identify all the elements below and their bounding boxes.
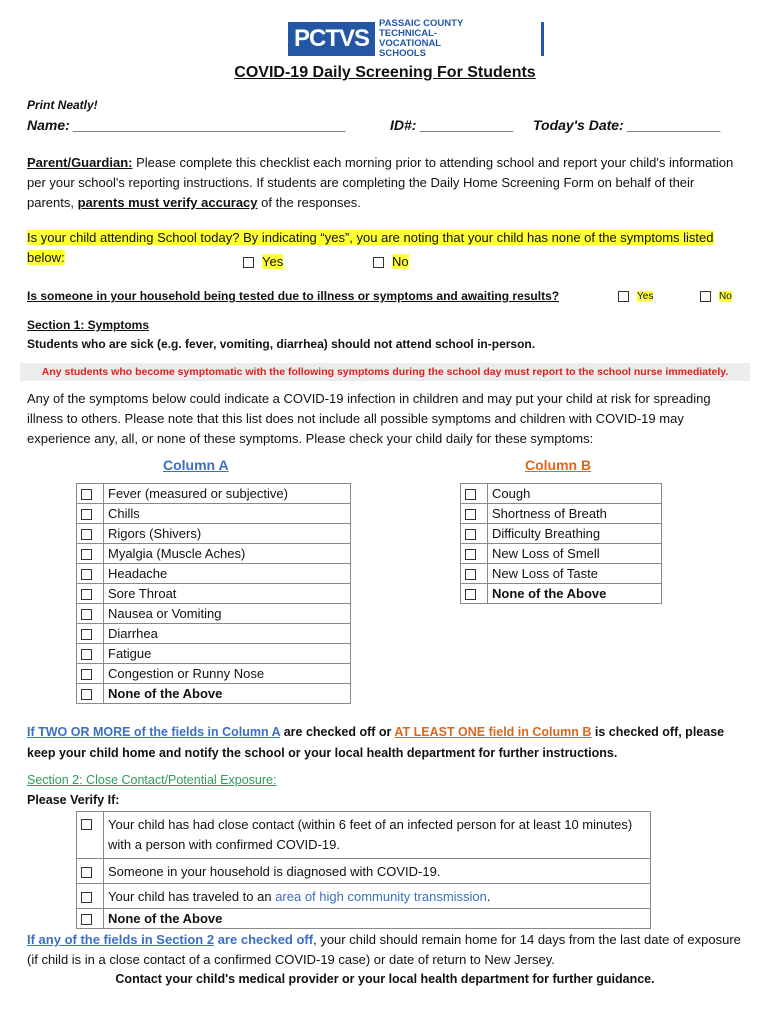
- column-a-symptom-label: Fatigue: [104, 644, 351, 664]
- column-b-row: [461, 484, 662, 504]
- column-a-symptom-label: Fever (measured or subjective): [104, 484, 351, 504]
- name-field[interactable]: Name: ___________________________________: [27, 117, 347, 133]
- logo-bar: [541, 22, 544, 56]
- column-b-row: [461, 564, 662, 584]
- print-neatly-note: Print Neatly!: [27, 98, 98, 112]
- column-a-row: [77, 524, 351, 544]
- column-a-table: [76, 483, 351, 704]
- section2-checkbox-cell[interactable]: [77, 884, 104, 909]
- column-a-row: [77, 664, 351, 684]
- please-verify-label: Please Verify If:: [27, 793, 120, 807]
- closing-instructions: [27, 930, 743, 970]
- rule-instruction: is checked off, please keep your child home and notify the school or your local health department for further instructions.: [27, 725, 725, 760]
- column-a-checkbox-cell[interactable]: [77, 624, 104, 644]
- high-transmission-link[interactable]: area of high community transmission: [275, 888, 487, 904]
- section1-title: Section 1: Symptoms: [27, 318, 150, 332]
- column-a-row: [77, 564, 351, 584]
- logo-mark: PCTVS: [288, 22, 375, 56]
- parent-guardian-text-end: of the responses.: [257, 195, 361, 210]
- page-title: COVID-19 Daily Screening For Students: [234, 64, 536, 81]
- column-b-checkbox-cell[interactable]: [461, 564, 488, 584]
- column-a-checkbox-cell[interactable]: [77, 524, 104, 544]
- attending-no-label: No: [392, 254, 409, 269]
- column-b-symptom-label: New Loss of Smell: [488, 544, 662, 564]
- column-b-checkbox-cell[interactable]: [461, 524, 488, 544]
- rule-connector: are checked off or: [280, 725, 395, 739]
- parent-guardian-note: [27, 153, 743, 213]
- column-b-row: [461, 504, 662, 524]
- column-a-row: [77, 684, 351, 704]
- section2-checkbox-cell[interactable]: [77, 859, 104, 884]
- column-a-checkbox-cell[interactable]: [77, 564, 104, 584]
- section2-row: [77, 812, 651, 859]
- logo-text: [379, 19, 499, 59]
- column-a-checkbox-cell[interactable]: [77, 484, 104, 504]
- column-a-title: Column A: [163, 457, 229, 473]
- section2-table: [76, 811, 651, 929]
- parent-guardian-text: Please complete this checklist each morning prior to attending school and report your child's information per your school's reporting instructions. If students are completing the Daily Home Screening Form on behalf of their parents,: [27, 155, 734, 210]
- column-b-title: Column B: [525, 457, 592, 473]
- column-a-checkbox[interactable]: [81, 689, 92, 700]
- travel-checkbox[interactable]: [81, 892, 92, 903]
- column-a-symptom-label: Nausea or Vomiting: [104, 604, 351, 624]
- column-a-checkbox[interactable]: [81, 629, 92, 640]
- column-a-row: [77, 504, 351, 524]
- column-b-checkbox[interactable]: [465, 489, 476, 500]
- column-a-symptom-label: Myalgia (Muscle Aches): [104, 544, 351, 564]
- final-guidance: Contact your child's medical provider or your local health department for further guidance.: [115, 972, 655, 986]
- column-a-checkbox-cell[interactable]: [77, 684, 104, 704]
- column-a-checkbox[interactable]: [81, 529, 92, 540]
- column-b-table: [460, 483, 662, 604]
- attending-no-checkbox[interactable]: [373, 257, 384, 268]
- column-a-checkbox[interactable]: [81, 609, 92, 620]
- household-no-label: No: [719, 291, 732, 303]
- column-a-symptom-label: Headache: [104, 564, 351, 584]
- column-b-symptom-label: Difficulty Breathing: [488, 524, 662, 544]
- column-a-checkbox-cell[interactable]: [77, 604, 104, 624]
- attending-yes-label: Yes: [262, 254, 284, 269]
- column-a-checkbox-cell[interactable]: [77, 664, 104, 684]
- column-b-checkbox[interactable]: [465, 549, 476, 560]
- section2-row: [77, 884, 651, 909]
- household-yes-option[interactable]: [618, 291, 653, 302]
- column-b-checkbox[interactable]: [465, 589, 476, 600]
- household-no-option[interactable]: [700, 291, 732, 302]
- column-b-checkbox[interactable]: [465, 509, 476, 520]
- column-a-row: [77, 484, 351, 504]
- id-field[interactable]: ID#: ____________: [390, 117, 514, 133]
- household-yes-checkbox[interactable]: [618, 291, 629, 302]
- section2-checkbox-cell[interactable]: [77, 909, 104, 929]
- travel-text: [104, 884, 651, 909]
- column-b-symptom-label: None of the Above: [488, 584, 662, 604]
- attending-yes-option[interactable]: [243, 252, 283, 272]
- closing-instruction-text: , your child should remain home for 14 days from the last date of exposure (if child is in a close contact of a confirmed COVID-19 case) or date of return to New Jersey.: [27, 932, 741, 967]
- logo-line-3: SCHOOLS: [379, 48, 426, 59]
- rule-column-a: If TWO OR MORE of the fields in Column A: [27, 725, 281, 739]
- column-a-checkbox-cell[interactable]: [77, 644, 104, 664]
- column-b-symptom-label: New Loss of Taste: [488, 564, 662, 584]
- column-b-checkbox-cell[interactable]: [461, 504, 488, 524]
- section2-none-checkbox[interactable]: [81, 914, 92, 925]
- school-logo: [288, 18, 544, 59]
- column-a-symptom-label: Diarrhea: [104, 624, 351, 644]
- column-a-checkbox[interactable]: [81, 509, 92, 520]
- close-contact-checkbox[interactable]: [81, 819, 92, 830]
- exclusion-rule: [27, 722, 743, 764]
- logo-line-2: TECHNICAL-VOCATIONAL: [379, 28, 442, 49]
- column-a-checkbox[interactable]: [81, 569, 92, 580]
- household-diagnosed-checkbox[interactable]: [81, 867, 92, 878]
- column-b-checkbox-cell[interactable]: [461, 484, 488, 504]
- column-b-row: [461, 584, 662, 604]
- household-yes-label: Yes: [637, 291, 654, 303]
- section2-title: Section 2: Close Contact/Potential Exposure:: [27, 773, 277, 787]
- attending-question-text: Is your child attending School today? By indicating “yes”, you are noting that your child has none of the symptoms listed below:: [27, 230, 714, 265]
- attending-yes-checkbox[interactable]: [243, 257, 254, 268]
- close-contact-text: Your child has had close contact (within 6 feet of an infected person for at least 10 minutes) with a person with confirmed COVID-19.: [104, 812, 651, 859]
- parent-guardian-lead: Parent/Guardian:: [27, 155, 133, 170]
- rule-column-b: AT LEAST ONE field in Column B: [394, 725, 592, 739]
- column-b-row: [461, 544, 662, 564]
- column-a-checkbox[interactable]: [81, 669, 92, 680]
- column-a-checkbox[interactable]: [81, 649, 92, 660]
- column-a-symptom-label: None of the Above: [104, 684, 351, 704]
- symptomatic-warning: Any students who become symptomatic with the following symptoms during the school day must report to the school nurse immediately.: [20, 363, 750, 381]
- column-a-row: [77, 644, 351, 664]
- travel-text-end: .: [486, 888, 491, 904]
- column-b-checkbox-cell[interactable]: [461, 544, 488, 564]
- household-question: Is someone in your household being tested due to illness or symptoms and awaiting results?: [27, 289, 560, 303]
- symptoms-intro: Any of the symptoms below could indicate a COVID-19 infection in children and may put your child at risk for spreading illness to others. Please note that this list does not include all possible symptoms and children with COVID-19 may experience any, all, or none of these symptoms. Please check your child daily for these symptoms:: [27, 391, 711, 446]
- column-a-row: [77, 584, 351, 604]
- attending-no-option[interactable]: [373, 252, 409, 272]
- column-a-symptom-label: Rigors (Shivers): [104, 524, 351, 544]
- column-b-checkbox[interactable]: [465, 529, 476, 540]
- section2-none-text: None of the Above: [104, 909, 651, 929]
- parent-verify-emphasis: parents must verify accuracy: [77, 195, 258, 210]
- column-a-row: [77, 544, 351, 564]
- column-a-checkbox-cell[interactable]: [77, 584, 104, 604]
- column-a-checkbox[interactable]: [81, 489, 92, 500]
- logo-line-1: PASSAIC COUNTY: [379, 18, 464, 29]
- household-diagnosed-text: Someone in your household is diagnosed with COVID-19.: [104, 859, 651, 884]
- column-b-checkbox[interactable]: [465, 569, 476, 580]
- closing-checked-off: are checked off: [214, 932, 314, 947]
- closing-section2-ref: If any of the fields in Section 2: [27, 932, 215, 947]
- household-no-checkbox[interactable]: [700, 291, 711, 302]
- column-a-checkbox[interactable]: [81, 589, 92, 600]
- section2-row: [77, 909, 651, 929]
- column-b-symptom-label: Shortness of Breath: [488, 504, 662, 524]
- column-a-row: [77, 624, 351, 644]
- column-b-row: [461, 524, 662, 544]
- column-a-checkbox[interactable]: [81, 549, 92, 560]
- section1-subtitle: Students who are sick (e.g. fever, vomiting, diarrhea) should not attend school in-person.: [27, 337, 536, 351]
- column-a-checkbox-cell[interactable]: [77, 504, 104, 524]
- date-field[interactable]: Today's Date: ____________: [533, 117, 722, 133]
- column-a-row: [77, 604, 351, 624]
- travel-text-lead: Your child has traveled to an: [108, 888, 276, 904]
- section2-row: [77, 859, 651, 884]
- column-a-checkbox-cell[interactable]: [77, 544, 104, 564]
- column-b-symptom-label: Cough: [488, 484, 662, 504]
- column-b-checkbox-cell[interactable]: [461, 584, 488, 604]
- section2-checkbox-cell[interactable]: [77, 812, 104, 859]
- column-a-symptom-label: Sore Throat: [104, 584, 351, 604]
- column-a-symptom-label: Congestion or Runny Nose: [104, 664, 351, 684]
- column-a-symptom-label: Chills: [104, 504, 351, 524]
